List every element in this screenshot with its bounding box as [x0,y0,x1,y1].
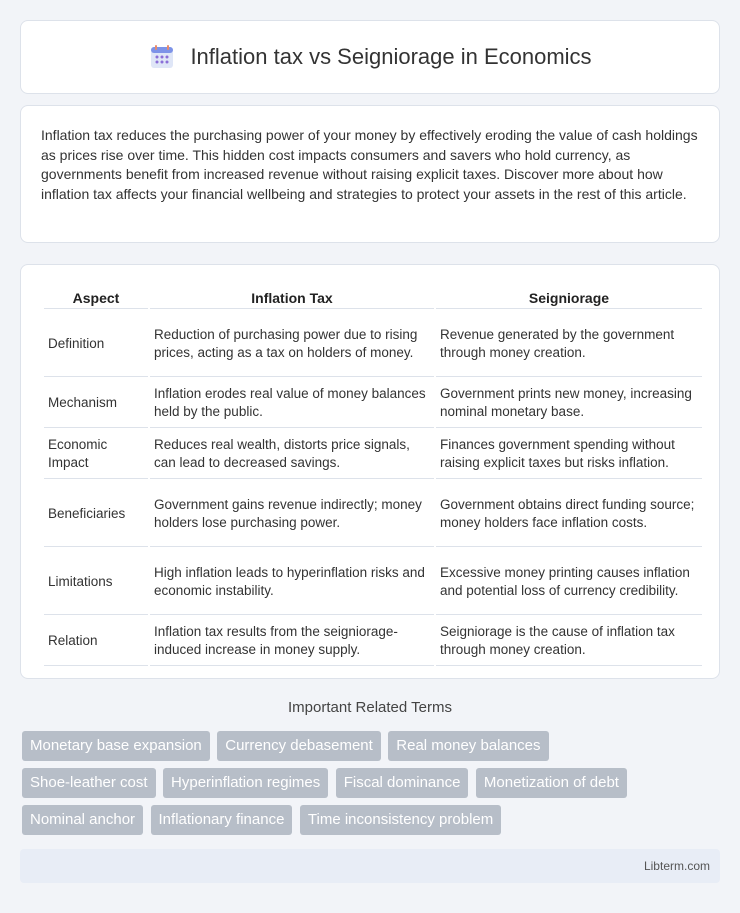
row-seigniorage: Government prints new money, increasing nominal monetary base. [436,379,702,428]
table-row [44,430,702,479]
calendar-icon [148,43,176,71]
row-inflation-tax: High inflation leads to hyperinflation risks and economic instability. [150,549,434,615]
related-term-tag[interactable]: Inflationary finance [151,805,293,835]
column-header-inflation-tax: Inflation Tax [150,287,434,309]
row-aspect: Definition [44,311,148,377]
related-term-tag[interactable]: Monetary base expansion [22,731,210,761]
header-card [20,20,720,94]
row-inflation-tax: Government gains revenue indirectly; money holders lose purchasing power. [150,481,434,547]
row-seigniorage: Revenue generated by the government through money creation. [436,311,702,377]
row-aspect: Economic Impact [44,430,148,479]
row-aspect: Beneficiaries [44,481,148,547]
row-inflation-tax: Reduction of purchasing power due to rising prices, acting as a tax on holders of money. [150,311,434,377]
column-header-seigniorage: Seigniorage [436,287,702,309]
related-term-tag[interactable]: Shoe-leather cost [22,768,156,798]
row-aspect: Limitations [44,549,148,615]
comparison-table [42,285,704,668]
related-term-tag[interactable]: Monetization of debt [476,768,627,798]
table-row [44,379,702,428]
column-header-aspect: Aspect [44,287,148,309]
intro-card [20,105,720,243]
related-term-tag[interactable]: Nominal anchor [22,805,143,835]
row-aspect: Relation [44,617,148,666]
comparison-table-card [20,264,720,679]
table-header-row [44,287,702,309]
table-row [44,617,702,666]
table-row [44,481,702,547]
row-seigniorage: Excessive money printing causes inflation and potential loss of currency credibility. [436,549,702,615]
table-row [44,311,702,377]
related-term-tag[interactable]: Fiscal dominance [336,768,469,798]
row-inflation-tax: Inflation tax results from the seigniorage-induced increase in money supply. [150,617,434,666]
row-seigniorage: Seigniorage is the cause of inflation tax through money creation. [436,617,702,666]
footer [20,849,720,883]
row-inflation-tax: Inflation erodes real value of money balances held by the public. [150,379,434,428]
footer-site-link[interactable]: Libterm.com [643,859,710,873]
related-terms-title: Important Related Terms [288,699,452,716]
row-inflation-tax: Reduces real wealth, distorts price signals, can lead to decreased savings. [150,430,434,479]
table-row [44,549,702,615]
row-aspect: Mechanism [44,379,148,428]
related-terms-list [22,731,722,842]
row-seigniorage: Government obtains direct funding source; money holders face inflation costs. [436,481,702,547]
related-term-tag[interactable]: Hyperinflation regimes [163,768,328,798]
related-term-tag[interactable]: Currency debasement [217,731,381,761]
row-seigniorage: Finances government spending without raising explicit taxes but risks inflation. [436,430,702,479]
related-term-tag[interactable]: Time inconsistency problem [300,805,501,835]
page-title: Inflation tax vs Seigniorage in Economics [190,44,592,69]
related-term-tag[interactable]: Real money balances [388,731,548,761]
intro-text: Inflation tax reduces the purchasing power of your money by effectively eroding the value of cash holdings as prices rise over time. This hidden cost impacts consumers and savers who hold currency, as governments benefit from increased revenue without raising explicit taxes. Discover more about how inflation tax affects your financial wellbeing and strategies to protect your assets in the rest of this article. [41,127,698,202]
